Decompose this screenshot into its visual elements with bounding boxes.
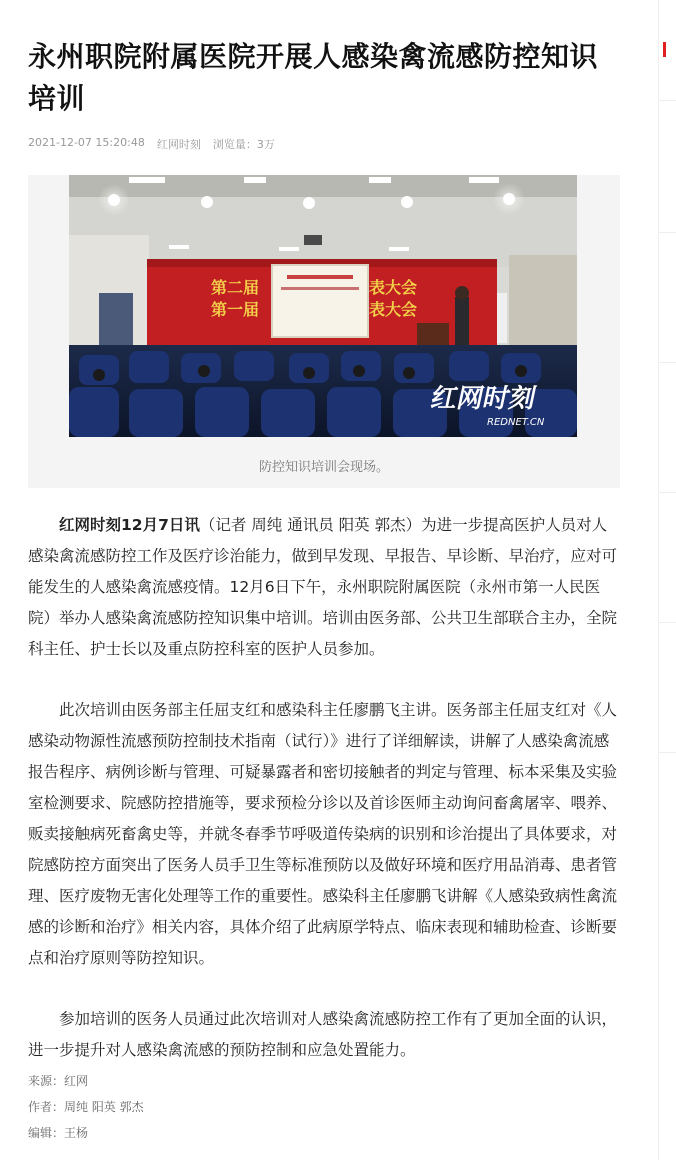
paragraph-3: 参加培训的医务人员通过此次培训对人感染禽流感防控工作有了更加全面的认识，进一步提升对人感染禽流感的预防控制和应急处置能力。 xyxy=(28,1010,618,1059)
banner-text-left1: 第二届 xyxy=(211,278,260,297)
article-body xyxy=(28,510,620,1096)
sidebar-divider xyxy=(658,232,676,233)
paragraph-1 xyxy=(28,510,620,665)
sidebar-divider xyxy=(658,622,676,623)
sidebar-divider xyxy=(658,100,676,101)
footer-source: 来源：红网 xyxy=(28,1074,89,1088)
banner-text-right2: 表大会 xyxy=(369,300,418,319)
right-sidebar-edge xyxy=(658,0,676,1160)
image-watermark: 红网时刻 xyxy=(428,384,539,414)
figure xyxy=(28,175,620,488)
paragraph-2: 此次培训由医务部主任屈支红和感染科主任廖鹏飞主讲。医务部主任屈支红对《人感染动物源性流感预防控制技术指南（试行）》进行了详细解读，讲解了人感染禽流感报告程序、病例诊断与管理、可疑暴露者和密切接触者的判定与管理、标本采集及实验室检测要求、院感防控措施等，要求预检分诊以及首诊医师主动询问畜禽屠宰、喂养、贩卖接触病死畜禽史等，并就冬春季节呼吸道传染病的识别和诊治提出了具体要求，对院感防控方面突出了医务人员手卫生等标准预防以及做好环境和医疗用品消毒、患者管理、医疗废物无害化处理等工作的重要性。感染科主任廖鹏飞讲解《人感染致病性禽流感的诊断和治疗》相关内容，具体介绍了此病原学特点、临床表现和辅助检查、诊断要点和治疗原则等防控知识。 xyxy=(28,701,618,967)
sidebar-divider xyxy=(658,752,676,753)
image-caption: 防控知识培训会现场。 xyxy=(258,460,389,475)
image-watermark-sub: REDNET.CN xyxy=(487,417,545,428)
training-photo[interactable] xyxy=(69,175,577,437)
sidebar-divider xyxy=(658,492,676,493)
source-site[interactable]: 红网时刻 xyxy=(156,138,201,151)
publish-date: 2021-12-07 15:20:48 xyxy=(28,136,145,149)
paragraph-1-text: （记者 周纯 通讯员 阳英 郭杰）为进一步提高医护人员对人感染禽流感防控工作及医疗诊治能力，做到早发现、早报告、早诊断、早治疗，应对可能发生的人感染禽流感疫情。12月6日下午，永州职院附属医院（永州市第一人民医院）举办人感染禽流感防控知识集中培训。培训由医务部、公共卫生部联合主办，全院科主任、护士长以及重点防控科室的医护人员参加。 xyxy=(28,516,618,658)
dateline: 红网时刻12月7日讯 xyxy=(59,516,200,534)
article-meta xyxy=(28,136,275,152)
footer-editor: 编辑：王杨 xyxy=(28,1126,89,1140)
banner-text-left2: 第一届 xyxy=(211,300,260,319)
article-footer xyxy=(28,1068,144,1146)
sidebar-accent-mark xyxy=(663,42,666,57)
banner-text-right1: 表大会 xyxy=(369,278,418,297)
view-count: 浏览量：3万 xyxy=(212,138,275,151)
sidebar-divider xyxy=(658,362,676,363)
article-title: 永州职院附属医院开展人感染禽流感防控知识培训 xyxy=(28,40,599,115)
footer-author: 作者：周纯 阳英 郭杰 xyxy=(28,1100,144,1114)
